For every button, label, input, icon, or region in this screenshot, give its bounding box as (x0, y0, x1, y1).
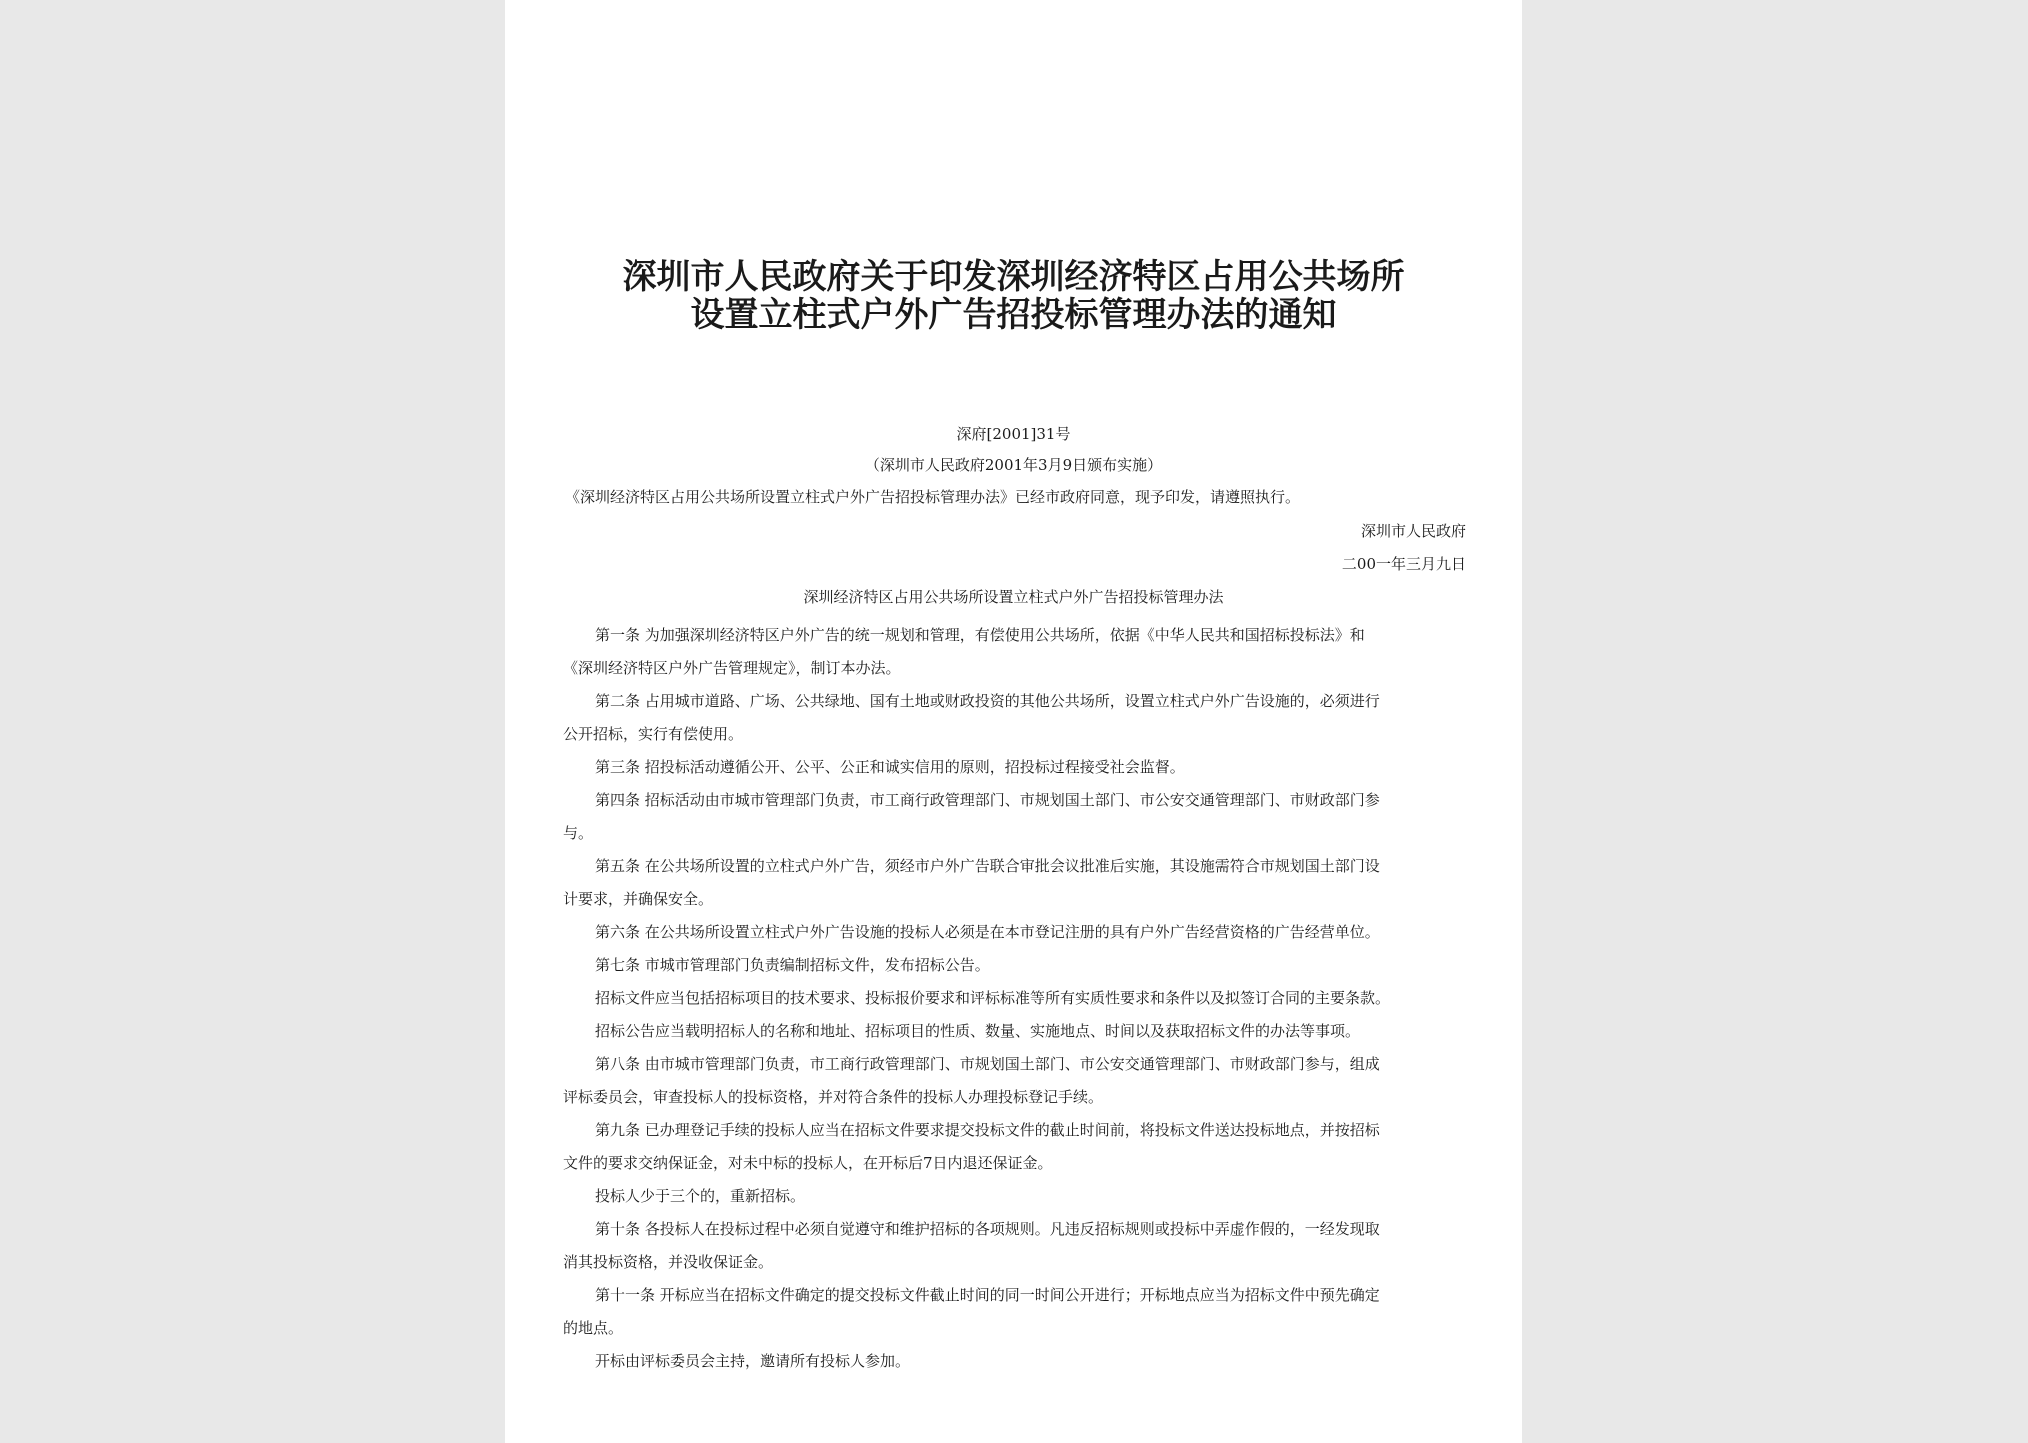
document-body (563, 619, 1463, 1378)
paragraph: 与。 (563, 824, 594, 842)
paragraph: 第一条 为加强深圳经济特区户外广告的统一规划和管理，有偿使用公共场所，依据《中华人民共和国招标投标法》和 (595, 626, 1365, 644)
paragraph: 计要求，并确保安全。 (563, 890, 714, 908)
paragraph: 的地点。 (563, 1319, 624, 1337)
paragraph: 第十一条 开标应当在招标文件确定的提交投标文件截止时间的同一时间公开进行；开标地点应当为招标文件中预先确定 (595, 1286, 1380, 1304)
signature-org: 深圳市人民政府 (1360, 522, 1466, 540)
paragraph: 第八条 由市城市管理部门负责，市工商行政管理部门、市规划国土部门、市公安交通管理部门、市财政部门参与，组成 (595, 1055, 1380, 1073)
paragraph: 第二条 占用城市道路、广场、公共绿地、国有土地或财政投资的其他公共场所，设置立柱式户外广告设施的，必须进行 (595, 692, 1380, 710)
paragraph: 《深圳经济特区户外广告管理规定》，制订本办法。 (563, 659, 901, 677)
signature-date: 二00一年三月九日 (1341, 555, 1466, 573)
paragraph: 第六条 在公共场所设置立柱式户外广告设施的投标人必须是在本市登记注册的具有户外广告经营资格的广告经营单位。 (595, 923, 1380, 941)
issued-note: （深圳市人民政府2001年3月9日颁布实施） (864, 456, 1163, 474)
paragraph: 消其投标资格，并没收保证金。 (563, 1253, 774, 1271)
document-title (505, 258, 1522, 334)
intro-paragraph: 《深圳经济特区占用公共场所设置立柱式户外广告招投标管理办法》已经市政府同意，现予印发，请遵照执行。 (565, 488, 1301, 506)
title-line-1: 深圳市人民政府关于印发深圳经济特区占用公共场所 (622, 257, 1405, 297)
document-page (505, 0, 1522, 1443)
paragraph: 第九条 已办理登记手续的投标人应当在招标文件要求提交投标文件的截止时间前，将投标文件送达投标地点，并按招标 (595, 1121, 1380, 1139)
document-number: 深府[2001]31号 (956, 425, 1071, 443)
paragraph: 开标由评标委员会主持，邀请所有投标人参加。 (595, 1352, 911, 1370)
paragraph: 文件的要求交纳保证金，对未中标的投标人，在开标后7日内退还保证金。 (563, 1154, 1053, 1172)
paragraph: 评标委员会，审查投标人的投标资格，并对符合条件的投标人办理投标登记手续。 (563, 1088, 1104, 1106)
paragraph: 招标文件应当包括招标项目的技术要求、投标报价要求和评标标准等所有实质性要求和条件以及拟签订合同的主要条款。 (595, 989, 1391, 1007)
paragraph: 第七条 市城市管理部门负责编制招标文件，发布招标公告。 (595, 956, 990, 974)
paragraph: 招标公告应当载明招标人的名称和地址、招标项目的性质、数量、实施地点、时间以及获取招标文件的办法等事项。 (595, 1022, 1361, 1040)
paragraph: 公开招标，实行有偿使用。 (563, 725, 744, 743)
title-line-2: 设置立柱式户外广告招投标管理办法的通知 (690, 295, 1337, 335)
regulation-title: 深圳经济特区占用公共场所设置立柱式户外广告招投标管理办法 (803, 588, 1224, 606)
paragraph: 第四条 招标活动由市城市管理部门负责，市工商行政管理部门、市规划国土部门、市公安交通管理部门、市财政部门参 (595, 791, 1380, 809)
paragraph: 第三条 招投标活动遵循公开、公平、公正和诚实信用的原则，招投标过程接受社会监督。 (595, 758, 1185, 776)
paragraph: 第十条 各投标人在投标过程中必须自觉遵守和维护招标的各项规则。凡违反招标规则或投标中弄虚作假的，一经发现取 (595, 1220, 1380, 1238)
paragraph: 投标人少于三个的，重新招标。 (595, 1187, 806, 1205)
paragraph: 第五条 在公共场所设置的立柱式户外广告，须经市户外广告联合审批会议批准后实施，其设施需符合市规划国土部门设 (595, 857, 1380, 875)
